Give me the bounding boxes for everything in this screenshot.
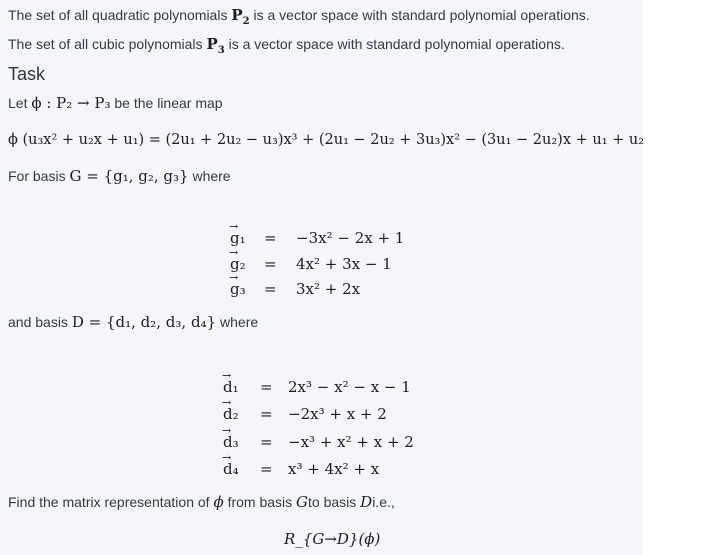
- find-line: [8, 493, 395, 511]
- result-expression: R_{G→D}(ϕ): [284, 530, 381, 548]
- find-d: D: [360, 493, 373, 511]
- d4-equals: =: [260, 460, 273, 478]
- basis-d-math: D = {d₁, d₂, d₃, d₄}: [71, 313, 217, 331]
- d1-rhs: 2x³ − x² − x − 1: [288, 378, 411, 396]
- intro-line-p2: [8, 6, 590, 27]
- basis-g-post: where: [192, 168, 231, 184]
- d2-lhs: → d₂: [223, 404, 249, 424]
- find-phi: ϕ: [213, 493, 224, 511]
- basis-g-math: G = {g₁, g₂, g₃}: [69, 167, 189, 185]
- find-mid: from basis: [227, 494, 293, 510]
- let-line: [8, 94, 223, 112]
- intro-p2-symbol: $P_2$: [231, 6, 250, 27]
- g3-equals: =: [264, 280, 277, 298]
- basis-d-post: where: [220, 314, 259, 330]
- intro-p3-post: is a vector space with standard polynomial operations.: [228, 36, 565, 52]
- let-post: be the linear map: [114, 95, 223, 111]
- d4-lhs: → d₄: [223, 459, 249, 479]
- basis-d-pre: and basis: [8, 314, 68, 330]
- intro-p3-pre: The set of all cubic polynomials: [8, 36, 203, 52]
- d1-equals: =: [260, 378, 273, 396]
- find-to: to basis: [308, 494, 357, 510]
- g1-equals: =: [264, 229, 277, 247]
- intro-p3-symbol: $P_3$: [206, 35, 225, 56]
- d1-lhs: → d₁: [223, 377, 249, 397]
- find-post: i.e.,: [372, 494, 395, 510]
- let-map: ϕ : P₂ → P₃: [31, 94, 111, 112]
- d2-equals: =: [260, 405, 273, 423]
- d3-equals: =: [260, 433, 273, 451]
- d3-rhs: −x³ + x² + x + 2: [288, 433, 414, 451]
- let-pre: Let: [8, 95, 28, 111]
- g1-rhs: −3x² − 2x + 1: [296, 229, 405, 247]
- phi-rhs: = (2u₁ + 2u₂ − u₃)x³ + (2u₁ − 2u₂ + 3u₃)x² − (3u₁ − 2u₂)x + u₁ + u₂: [148, 132, 645, 148]
- d4-rhs: x³ + 4x² + x: [288, 460, 380, 478]
- task-heading: Task: [8, 64, 46, 84]
- intro-p2-post: is a vector space with standard polynomial operations.: [253, 7, 590, 23]
- g2-lhs: → g₂: [230, 254, 252, 274]
- g1-lhs: → g₁: [230, 228, 252, 248]
- intro-p2-pre: The set of all quadratic polynomials: [8, 7, 228, 23]
- basis-g-pre: For basis: [8, 168, 66, 184]
- g2-rhs: 4x² + 3x − 1: [296, 255, 392, 273]
- basis-g-line: [8, 167, 231, 185]
- d3-lhs: → d₃: [223, 432, 249, 452]
- find-g: G: [296, 493, 309, 511]
- g3-rhs: 3x² + 2x: [296, 280, 361, 298]
- find-pre: Find the matrix representation of: [8, 494, 210, 510]
- g3-lhs: → g₃: [230, 279, 252, 299]
- g2-equals: =: [264, 255, 277, 273]
- phi-lhs: ϕ (u₃x² + u₂x + u₁): [8, 132, 145, 148]
- d2-rhs: −2x³ + x + 2: [288, 405, 387, 423]
- intro-line-p3: [8, 35, 565, 56]
- basis-d-line: [8, 313, 258, 331]
- phi-definition: [8, 130, 644, 150]
